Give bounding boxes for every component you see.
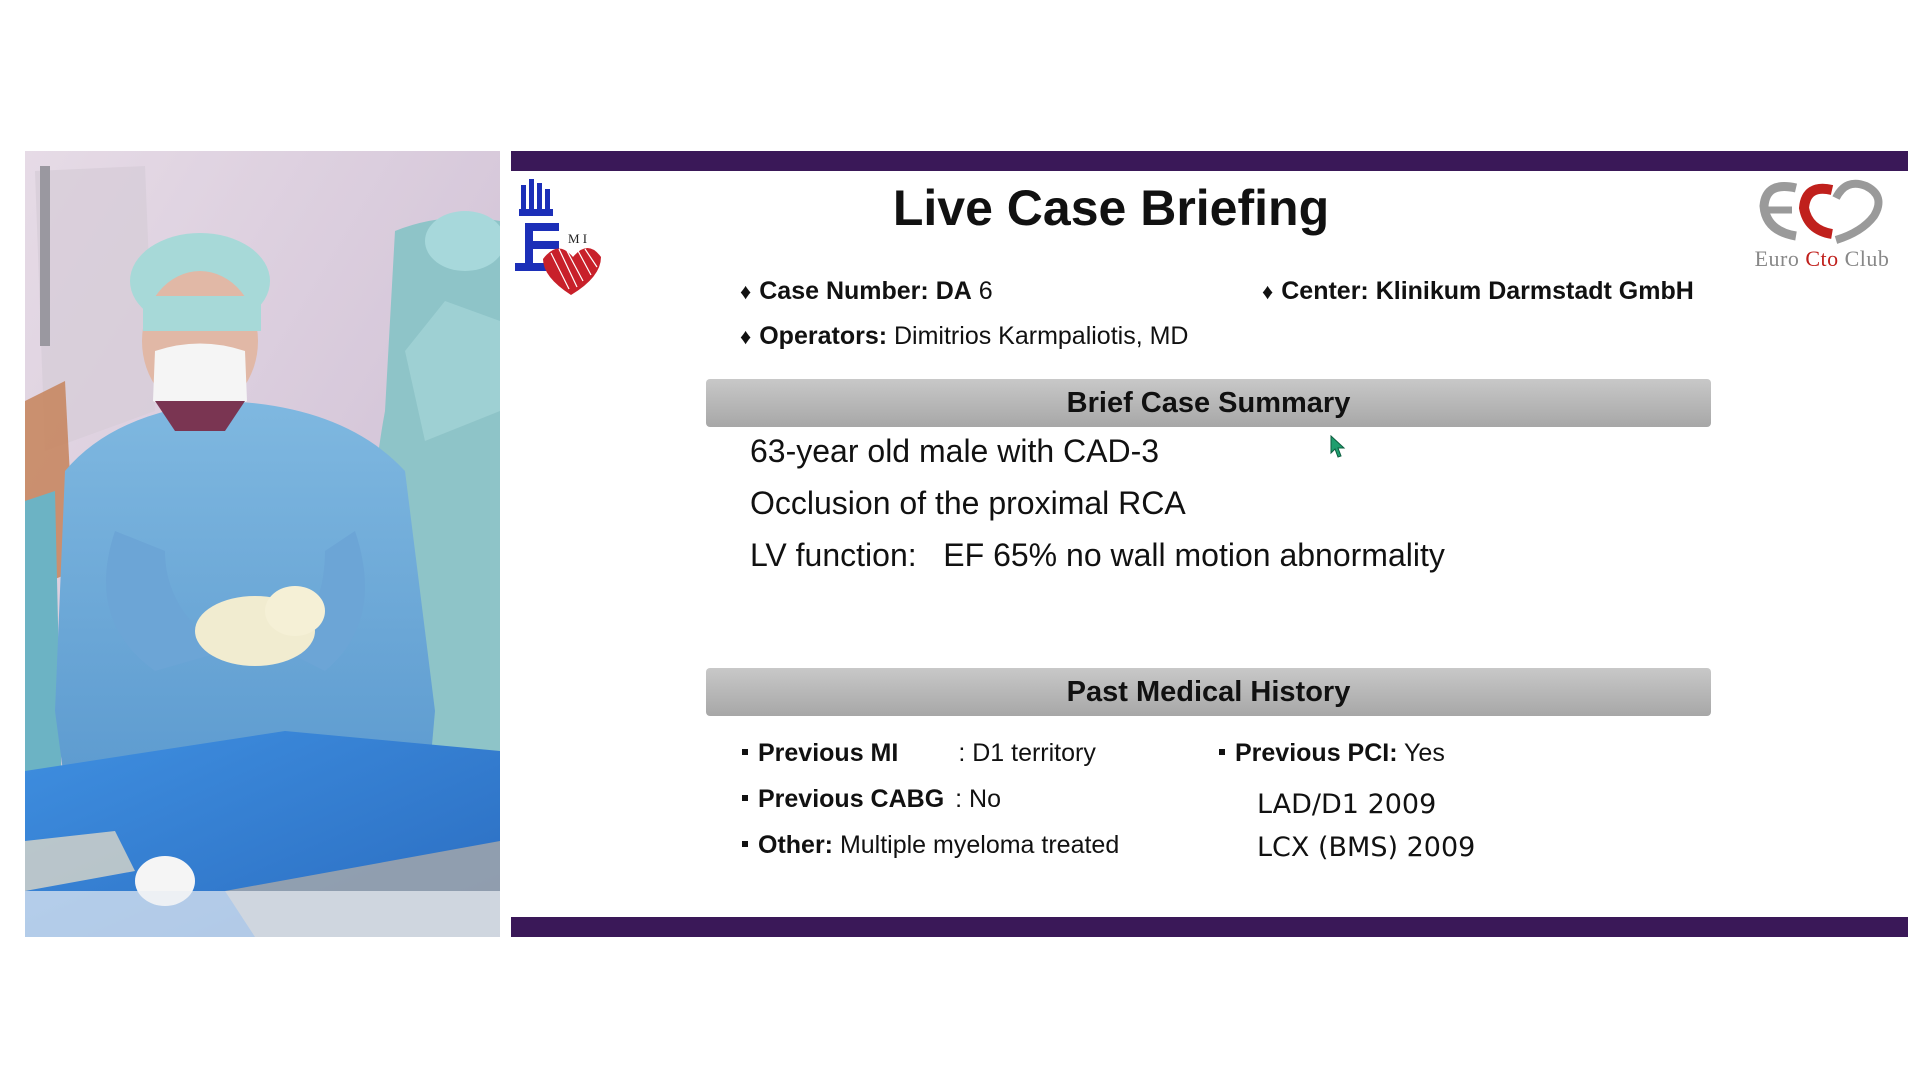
case-number-row: ♦ Case Number: DA 6 <box>740 277 993 305</box>
previous-cabg-row: Previous CABG : No <box>742 785 1001 814</box>
pci-item-1: LAD/D1 2009 <box>1257 789 1437 820</box>
previous-pci-row: Previous PCI: Yes <box>1219 739 1445 768</box>
slide-top-bar <box>511 151 1908 171</box>
pci-item-2: LCX (BMS) 2009 <box>1257 832 1476 863</box>
cursor-icon <box>1330 435 1346 459</box>
summary-heading-band <box>706 379 1711 427</box>
slide-bottom-bar <box>511 917 1908 937</box>
history-heading: Past Medical History <box>1066 676 1351 708</box>
summary-line-1: 63-year old male with CAD-3 <box>750 433 1160 469</box>
operators-row: ♦ Operators: Dimitrios Karmpaliotis, MD <box>740 322 1189 350</box>
center-row: ♦ Center: Klinikum Darmstadt GmbH <box>1262 277 1694 305</box>
summary-line-3: LV function: EF 65% no wall motion abnormality <box>750 537 1445 573</box>
slide-title: Live Case Briefing <box>892 180 1330 236</box>
svg-text:M I: M I <box>568 231 588 246</box>
summary-line-2: Occlusion of the proximal RCA <box>750 485 1186 521</box>
club-logo-text: Euro Cto Club <box>1754 246 1890 271</box>
history-heading-band <box>706 668 1711 716</box>
previous-mi-row: Previous MI : D1 territory <box>742 739 1096 768</box>
euro-cto-club-logo-icon <box>1736 176 1908 286</box>
host-logo-icon <box>513 177 603 299</box>
other-row: Other: Multiple myeloma treated <box>742 831 1119 860</box>
operator-video-feed <box>25 151 500 937</box>
presentation-slide <box>511 151 1908 937</box>
summary-heading: Brief Case Summary <box>1066 387 1351 419</box>
